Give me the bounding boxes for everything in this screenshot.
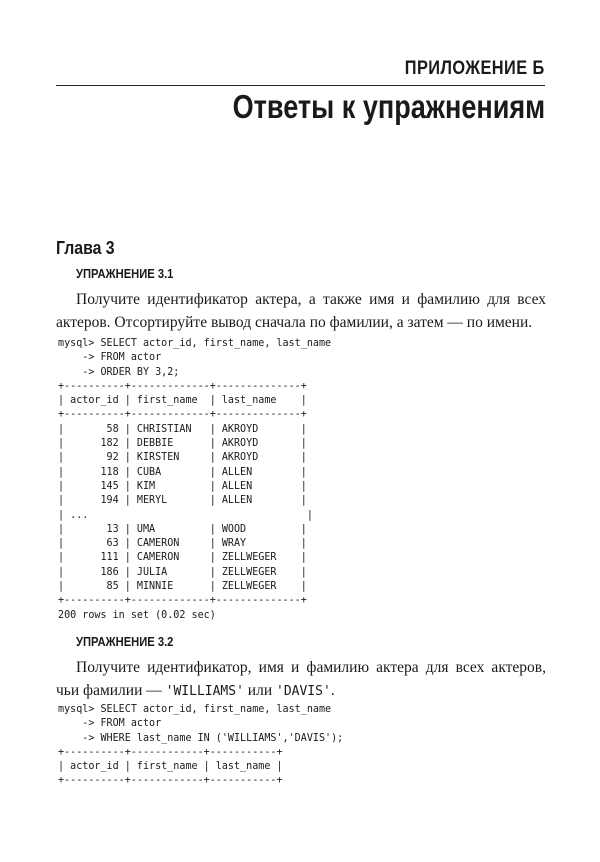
code-block-3-1 — [58, 336, 331, 622]
code-line: | 194 | MERYL | ALLEN | — [58, 494, 307, 507]
chapter-heading: Глава 3 — [56, 238, 115, 258]
exercise-heading-3-1: УПРАЖНЕНИЕ 3.1 — [76, 266, 174, 281]
code-line: | 145 | KIM | ALLEN | — [58, 479, 307, 492]
code-line: +----------+-------------+--------------+ — [58, 594, 307, 607]
code-line: -> FROM actor — [58, 717, 162, 730]
code-line: | 186 | JULIA | ZELLWEGER | — [58, 565, 307, 578]
exercise-heading-3-2: УПРАЖНЕНИЕ 3.2 — [76, 634, 174, 649]
code-line: | 111 | CAMERON | ZELLWEGER | — [58, 551, 307, 564]
exercise-text-3-2 — [56, 656, 546, 703]
code-line: | 63 | CAMERON | WRAY | — [58, 537, 307, 550]
code-line: | actor_id | first_name | last_name | — [58, 760, 283, 773]
header-rule — [56, 85, 545, 86]
code-line: | 85 | MINNIE | ZELLWEGER | — [58, 580, 307, 593]
appendix-label: ПРИЛОЖЕНИЕ Б — [405, 58, 545, 79]
exercise-text-3-1 — [56, 288, 546, 334]
code-line: | 13 | UMA | WOOD | — [58, 522, 307, 535]
exercise-text-3-2-c: . — [330, 682, 335, 699]
exercise-text-3-2-a: Получите идентификатор, имя и фамилию актера для всех актеров, чьи фамилии — — [56, 659, 546, 699]
literal-davis: 'DAVIS' — [276, 684, 331, 699]
code-line: mysql> SELECT actor_id, first_name, last_name — [58, 703, 332, 715]
code-line: mysql> SELECT actor_id, first_name, last_name — [58, 337, 332, 349]
code-line: 200 rows in set (0.02 sec) — [58, 608, 216, 621]
code-line: | ... | — [58, 508, 313, 521]
literal-williams: 'WILLIAMS' — [165, 684, 244, 699]
code-line: +----------+-------------+--------------+ — [58, 408, 307, 421]
code-block-3-2 — [58, 702, 343, 788]
exercise-text-3-2-b: или — [243, 682, 276, 699]
page-title: Ответы к упражнениям — [232, 88, 545, 125]
code-line: -> WHERE last_name IN ('WILLIAMS','DAVIS'); — [58, 731, 344, 744]
code-line: | actor_id | first_name | last_name | — [58, 394, 307, 407]
code-line: +----------+------------+-----------+ — [58, 774, 283, 787]
code-line: -> FROM actor — [58, 351, 162, 364]
code-line: | 182 | DEBBIE | AKROYD | — [58, 437, 307, 450]
exercise-text-3-1-body: Получите идентификатор актера, а также имя и фамилию для всех актеров. Отсортируйте вывод сначала по фамилии, а затем — по имени. — [56, 291, 546, 331]
code-line: +----------+------------+-----------+ — [58, 745, 283, 758]
code-line: | 118 | CUBA | ALLEN | — [58, 465, 307, 478]
code-line: -> ORDER BY 3,2; — [58, 365, 180, 378]
code-line: +----------+-------------+--------------+ — [58, 379, 307, 392]
code-line: | 58 | CHRISTIAN | AKROYD | — [58, 422, 307, 435]
code-line: | 92 | KIRSTEN | AKROYD | — [58, 451, 307, 464]
